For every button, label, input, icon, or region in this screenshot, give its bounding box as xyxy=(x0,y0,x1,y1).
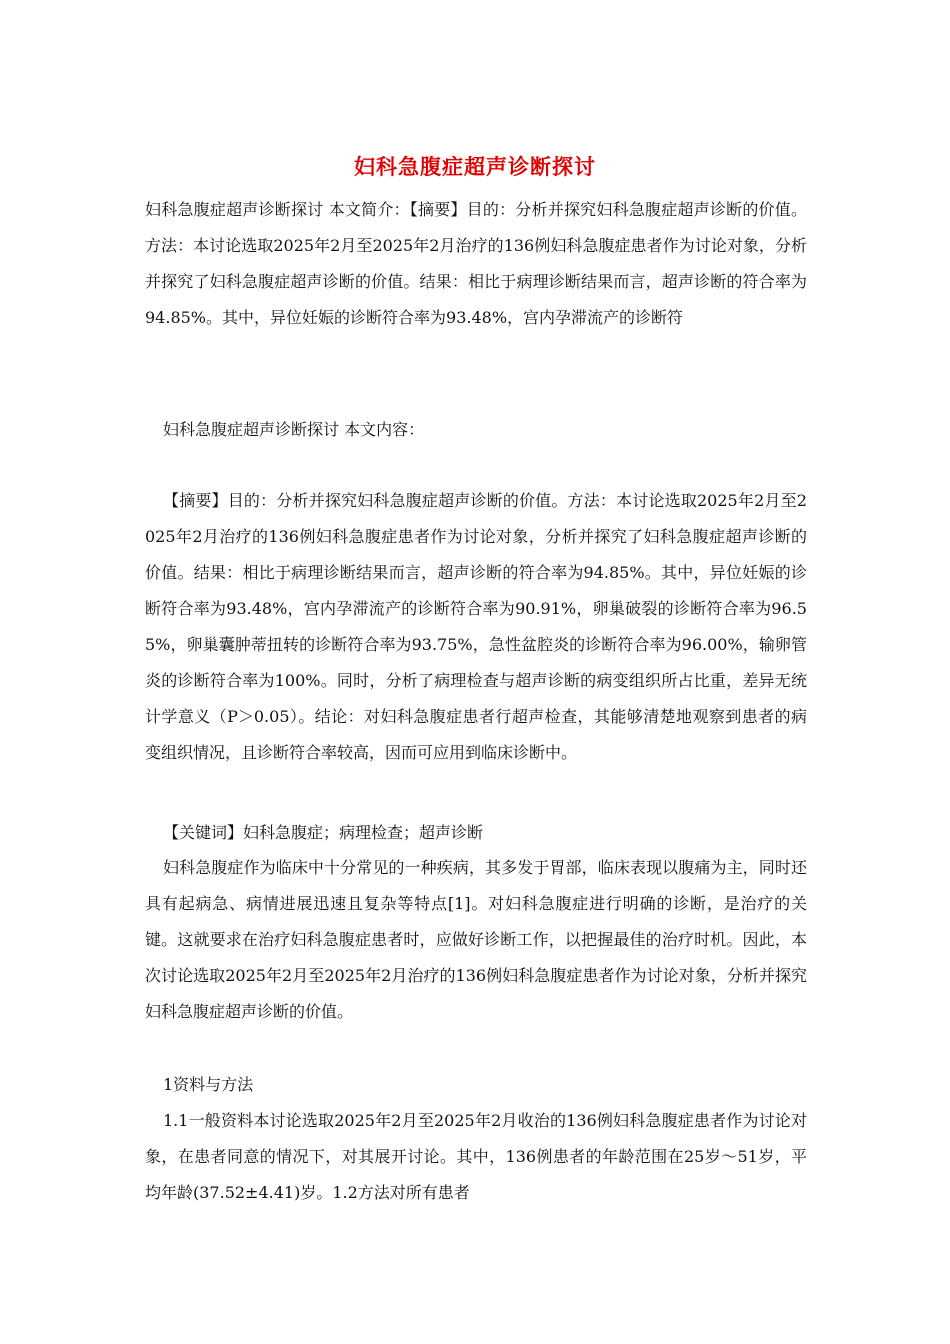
intro-paragraph: 妇科急腹症超声诊断探讨 本文简介：【摘要】目的：分析并探究妇科急腹症超声诊断的价值。方法：本讨论选取2025年2月至2025年2月治疗的136例妇科急腹症患者作为讨论对象，分析并探究了妇科急腹症超声诊断的价值。结果：相比于病理诊断结果而言，超声诊断的符合率为94.85%。其中，异位妊娠的诊断符合率为93.48%，宫内孕滞流产的诊断符 xyxy=(145,200,807,327)
section-heading: 1资料与方法 xyxy=(163,1075,254,1094)
section-paragraph: 1.1一般资料本讨论选取2025年2月至2025年2月收治的136例妇科急腹症患者作为讨论对象，在患者同意的情况下，对其展开讨论。其中，136例患者的年龄范围在25岁～51岁，平均年龄(37.52±4.41)岁。1.2方法对所有患者 xyxy=(145,1111,807,1202)
content-label: 妇科急腹症超声诊断探讨 本文内容： xyxy=(163,420,425,439)
body-paragraph: 妇科急腹症作为临床中十分常见的一种疾病，其多发于胃部，临床表现以腹痛为主，同时还具有起病急、病情进展迅速且复杂等特点[1]。对妇科急腹症进行明确的诊断，是治疗的关键。这就要求在治疗妇科急腹症患者时，应做好诊断工作，以把握最佳的治疗时机。因此，本次讨论选取2025年2月至2025年2月治疗的136例妇科急腹症患者作为讨论对象，分析并探究妇科急腹症超声诊断的价值。 xyxy=(145,858,807,1021)
keywords-line: 【关键词】妇科急腹症；病理检查；超声诊断 xyxy=(163,823,484,842)
abstract-paragraph: 【摘要】目的：分析并探究妇科急腹症超声诊断的价值。方法：本讨论选取2025年2月至2025年2月治疗的136例妇科急腹症患者作为讨论对象，分析并探究了妇科急腹症超声诊断的价值。结果：相比于病理诊断结果而言，超声诊断的符合率为94.85%。其中，异位妊娠的诊断符合率为93.48%，宫内孕滞流产的诊断符合率为90.91%，卵巢破裂的诊断符合率为96.55%，卵巢囊肿蒂扭转的诊断符合率为93.75%，急性盆腔炎的诊断符合率为96.00%，输卵管炎的诊断符合率为100%。同时，分析了病理检查与超声诊断的病变组织所占比重，差异无统计学意义（P＞0.05）。结论：对妇科急腹症患者行超声检查，其能够清楚地观察到患者的病变组织情况，且诊断符合率较高，因而可应用到临床诊断中。 xyxy=(145,491,807,762)
document-title: 妇科急腹症超声诊断探讨 xyxy=(354,154,596,179)
